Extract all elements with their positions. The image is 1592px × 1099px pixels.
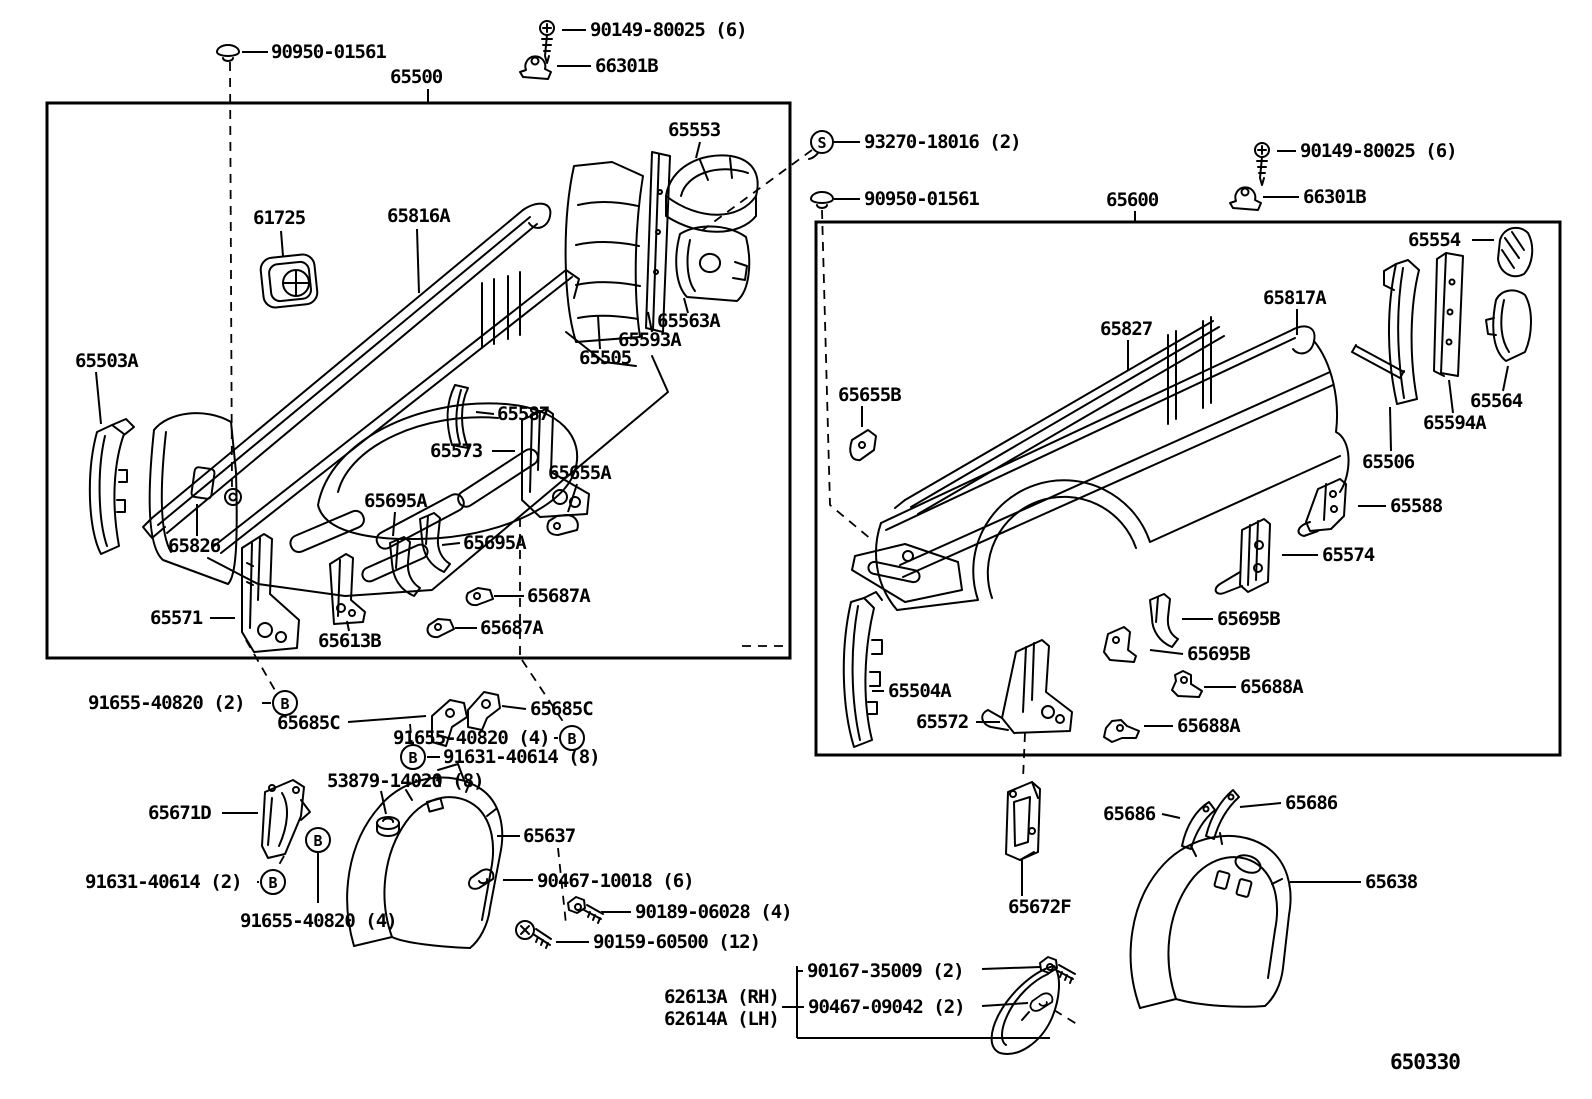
right-assembly-frame — [816, 222, 1560, 755]
part-label-90149-80025: 90149-80025 (6) — [590, 19, 747, 41]
part-label-91631-40614-2: 91631-40614 (2) — [85, 871, 242, 893]
part-label-65503A: 65503A — [75, 350, 138, 372]
part-label-90159-60500: 90159-60500 (12) — [593, 931, 761, 953]
part-65588-shape — [1298, 479, 1346, 536]
part-label-66301B: 66301B — [595, 55, 658, 77]
part-label-65505: 65505 — [579, 347, 632, 369]
part-label-90467-09042: 90467-09042 (2) — [808, 996, 965, 1018]
marker-s: S — [817, 134, 827, 152]
part-label-91631-40614-8: 91631-40614 (8) — [443, 746, 600, 768]
part-label-65687A: 65687A — [527, 585, 590, 607]
part-label-65685C: 65685C — [277, 712, 340, 734]
part-label-65594A: 65594A — [1423, 412, 1486, 434]
part-label-65504A: 65504A — [888, 680, 951, 702]
part-label-62614A-LH: 62614A (LH) — [664, 1008, 779, 1030]
grommet-icon — [217, 45, 239, 61]
part-62613A-mudguard-shape — [992, 966, 1059, 1054]
part-65563A-shape — [676, 226, 749, 301]
part-label-91655-40820-4: 91655-40820 (4) — [240, 910, 397, 932]
clamp-icon — [1230, 187, 1261, 210]
part-label-65695A: 65695A — [463, 532, 526, 554]
left-assembly-frame — [47, 103, 790, 658]
part-65503A-shape — [90, 419, 134, 554]
part-label-65637: 65637 — [523, 825, 576, 847]
marker-b: B — [268, 874, 278, 892]
part-65554-shape — [1498, 228, 1532, 276]
screw-icon — [1255, 143, 1269, 185]
marker-b: B — [280, 695, 290, 713]
part-label-90189-06028: 90189-06028 (4) — [635, 901, 792, 923]
grommet-icon — [811, 192, 833, 208]
part-label-65500: 65500 — [390, 66, 443, 88]
part-label-65695B: 65695B — [1187, 643, 1250, 665]
part-label-90149-80025: 90149-80025 (6) — [1300, 140, 1457, 162]
part-65638-shape — [1131, 833, 1291, 1008]
part-label-65593A: 65593A — [618, 329, 681, 351]
part-label-65688A: 65688A — [1240, 676, 1303, 698]
part-65594A-shape — [1434, 253, 1463, 376]
part-label-65685C: 65685C — [530, 698, 593, 720]
leader-lines — [96, 30, 1508, 1038]
part-label-65553: 65553 — [668, 119, 721, 141]
part-label-65687A: 65687A — [480, 617, 543, 639]
part-61725-shape — [260, 253, 319, 308]
part-label-65587: 65587 — [497, 403, 550, 425]
part-65553-shape — [666, 155, 758, 231]
part-label-91655-40820-2: 91655-40820 (2) — [88, 692, 245, 714]
marker-b: B — [567, 730, 577, 748]
part-label-65563A: 65563A — [657, 310, 720, 332]
part-label-65638: 65638 — [1365, 871, 1418, 893]
part-label-65573: 65573 — [430, 440, 483, 462]
part-label-90467-10018: 90467-10018 (6) — [537, 870, 694, 892]
part-label-90950-01561: 90950-01561 — [864, 188, 979, 210]
screw-icon — [540, 21, 554, 63]
part-label-65695B: 65695B — [1217, 608, 1280, 630]
part-label-65827: 65827 — [1100, 318, 1153, 340]
part-label-65655B: 65655B — [838, 384, 901, 406]
part-label-65688A: 65688A — [1177, 715, 1240, 737]
washer-screw-icon — [516, 921, 551, 948]
part-label-65588: 65588 — [1390, 495, 1443, 517]
marker-b: B — [408, 749, 418, 767]
part-label-90950-01561: 90950-01561 — [271, 41, 386, 63]
part-65655A-shape — [547, 515, 577, 535]
part-65672F-shape — [1006, 782, 1040, 860]
part-label-65655A: 65655A — [548, 462, 611, 484]
part-label-91655-40820-4: 91655-40820 (4) — [393, 727, 550, 749]
part-label-65571: 65571 — [150, 607, 203, 629]
part-65574-shape — [1216, 519, 1270, 594]
part-65671D-shape — [262, 780, 310, 858]
retainer-clip-icon — [1030, 993, 1052, 1010]
bolt-icon — [568, 897, 603, 923]
part-label-65574: 65574 — [1322, 544, 1375, 566]
part-label-53879-14020: 53879-14020 (8) — [327, 770, 484, 792]
part-65655B-shape — [850, 430, 876, 460]
part-65587-shape — [447, 385, 468, 448]
marker-b: B — [313, 832, 323, 850]
drawing-number: 650330 — [1390, 1050, 1460, 1074]
part-label-65613B: 65613B — [318, 630, 381, 652]
part-label-65817A: 65817A — [1263, 287, 1326, 309]
part-label-65564: 65564 — [1470, 390, 1523, 412]
part-label-61725: 61725 — [253, 207, 306, 229]
clip-nut-icon — [377, 817, 399, 836]
part-label-65506: 65506 — [1362, 451, 1415, 473]
part-label-66301B: 66301B — [1303, 186, 1366, 208]
part-label-65686: 65686 — [1103, 803, 1156, 825]
fastener-icons — [217, 21, 1269, 1011]
part-label-93270-18016: 93270-18016 (2) — [864, 131, 1021, 153]
part-65686-shapes — [1182, 790, 1239, 849]
part-label-65695A: 65695A — [364, 490, 427, 512]
part-label-65671D: 65671D — [148, 802, 211, 824]
part-label-65816A: 65816A — [387, 205, 450, 227]
part-65504A-shape — [844, 592, 882, 747]
part-65506-shape — [1384, 260, 1419, 404]
part-label-65554: 65554 — [1408, 229, 1461, 251]
part-65572-shape — [982, 640, 1072, 733]
part-label-65672F: 65672F — [1008, 896, 1071, 918]
part-label-65600: 65600 — [1106, 189, 1159, 211]
part-label-65572: 65572 — [916, 711, 969, 733]
part-65613B-shape — [330, 554, 365, 624]
part-65826-shape — [150, 413, 237, 584]
part-65593A-shape — [646, 152, 670, 332]
part-65571-shape — [242, 534, 299, 652]
part-label-65826: 65826 — [168, 535, 221, 557]
part-label-65686: 65686 — [1285, 792, 1338, 814]
part-label-90167-35009: 90167-35009 (2) — [807, 960, 964, 982]
part-65564-shape — [1486, 290, 1531, 361]
part-label-62613A-RH: 62613A (RH) — [664, 986, 779, 1008]
